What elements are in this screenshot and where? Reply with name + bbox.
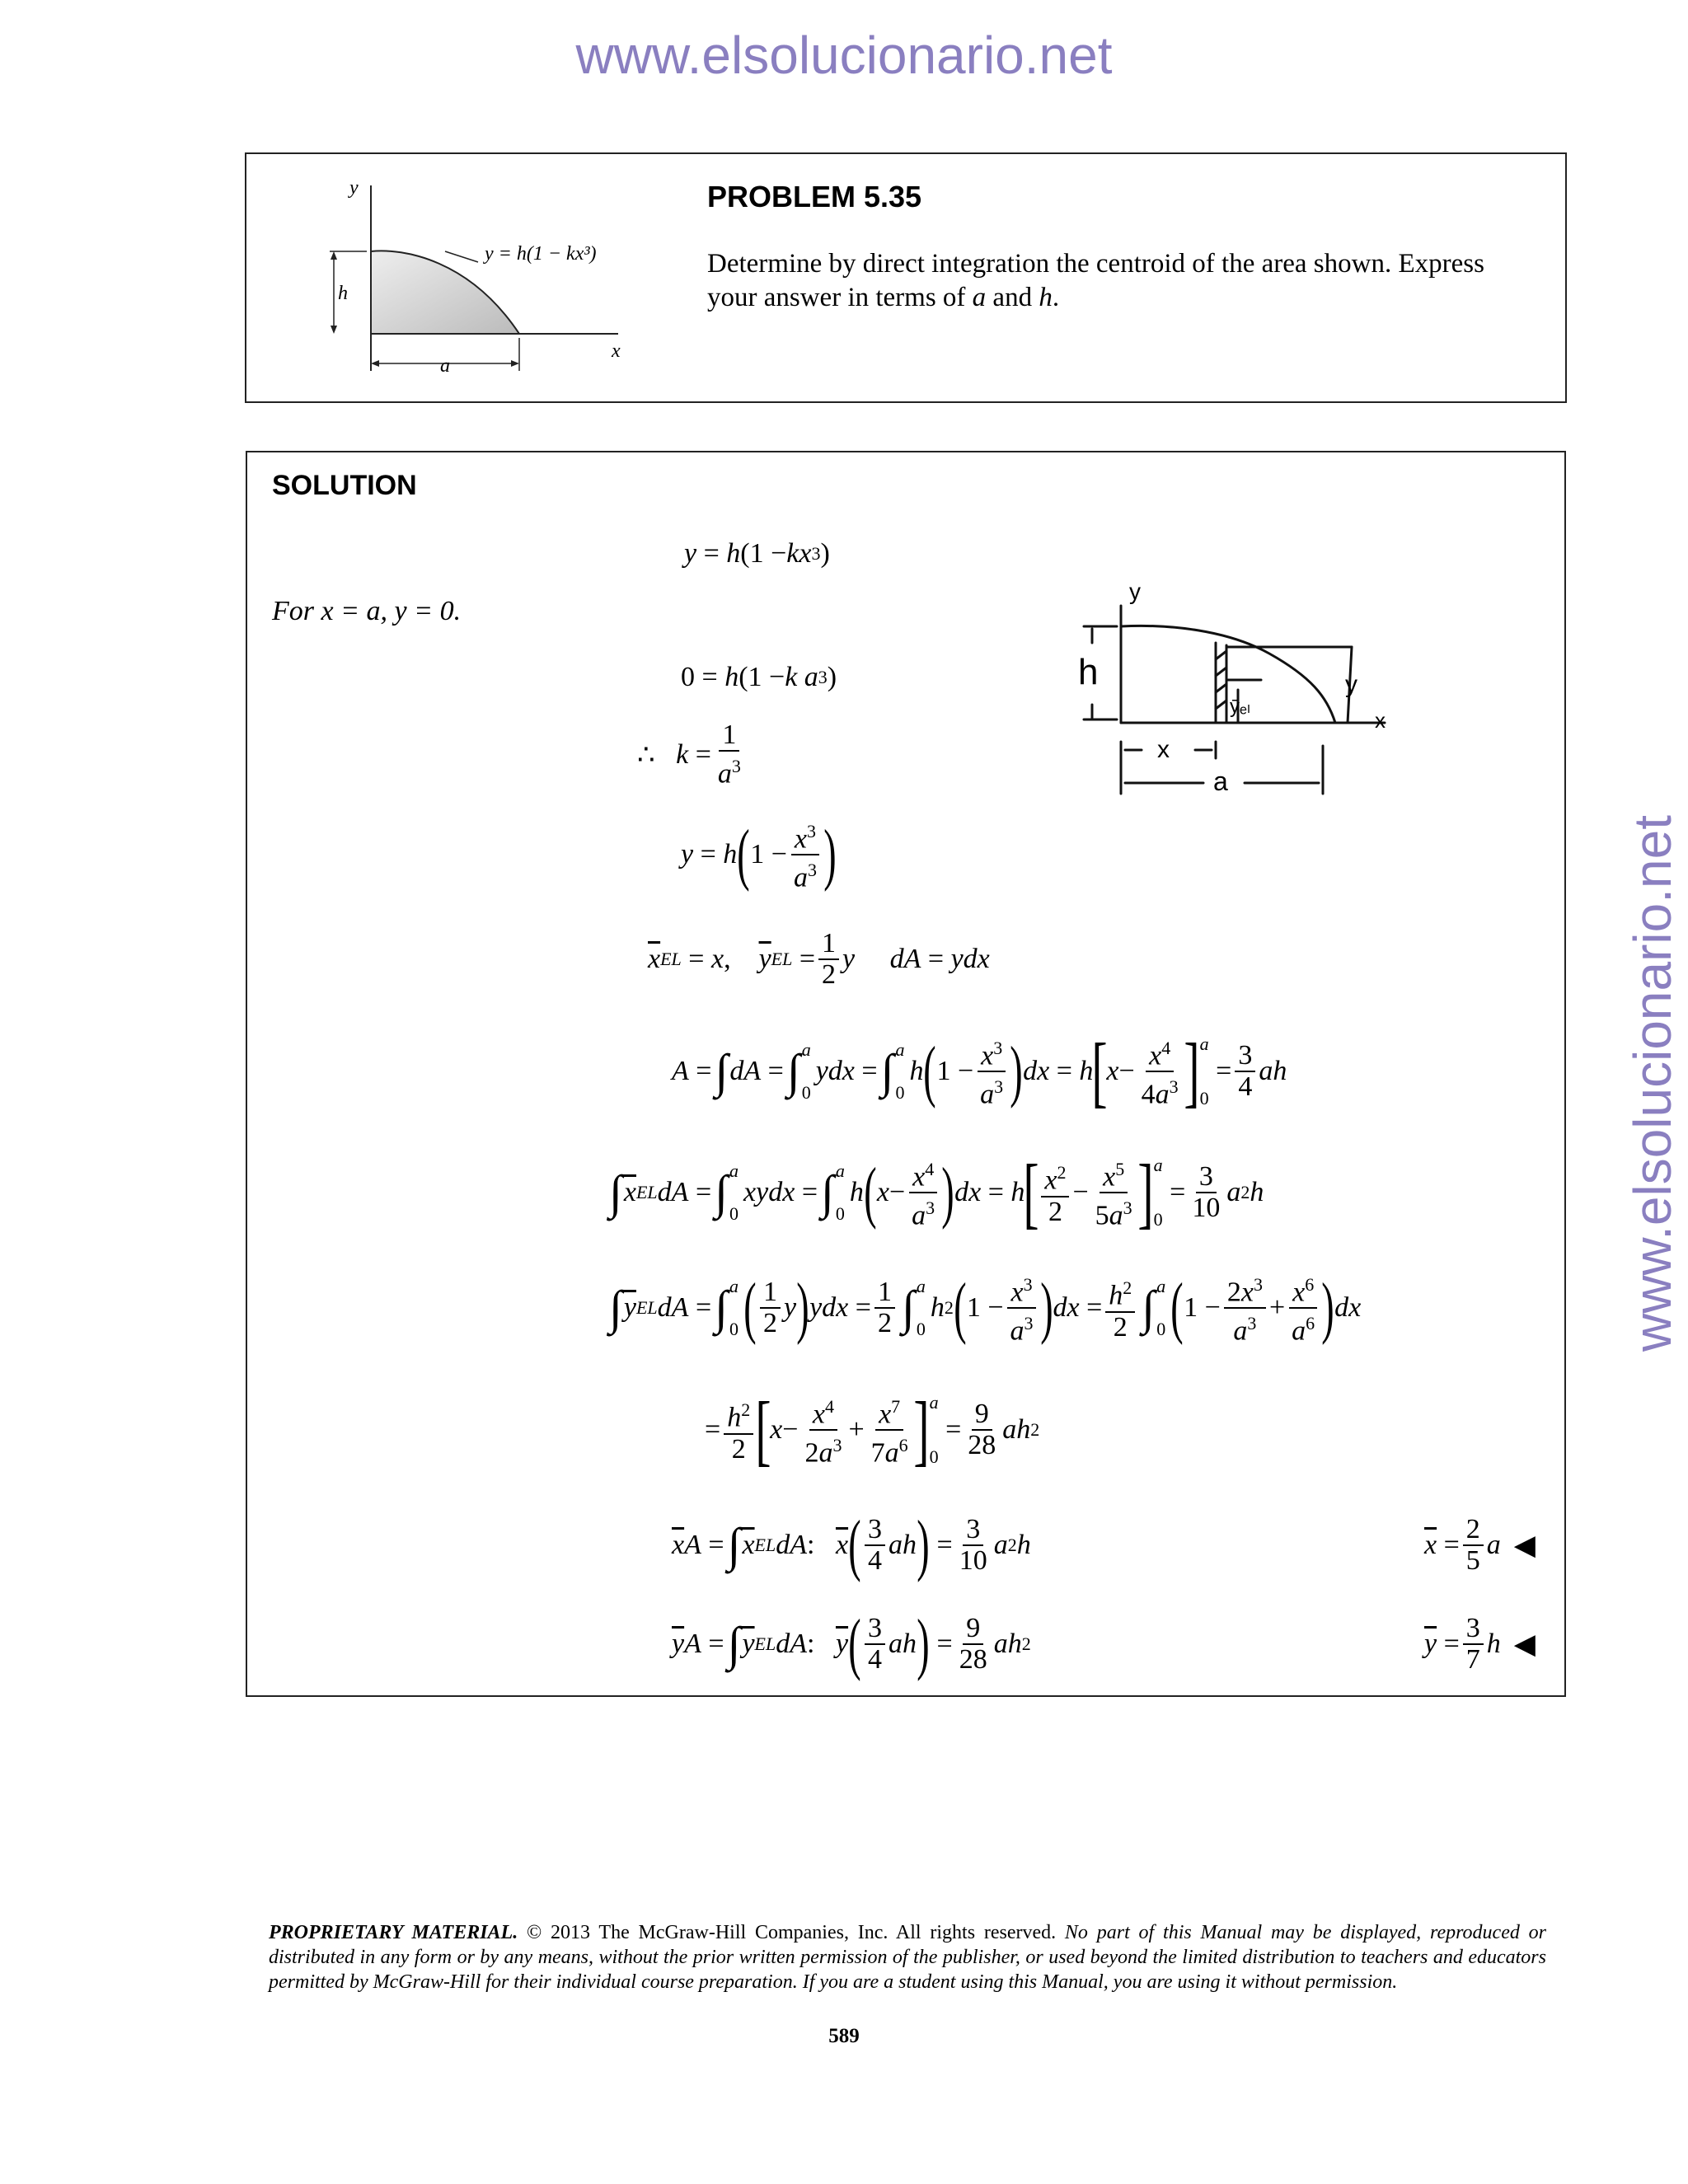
eq-k: ∴ k = $\frac{1}{a^3}$	[637, 719, 741, 790]
sketch-h: h	[1078, 652, 1099, 692]
statement-period: .	[1052, 283, 1060, 312]
fig-x-axis: x	[612, 340, 621, 362]
eq-area: A = ∫ dA = ∫ a 0 ydx = ∫ a 0 h ( 1 − $\frac{x^3}{a^3}$ ) dx = h [ x − $\frac{x^4}{4a^3}$ ] a 0 = $\frac{3}{4}$ ah	[672, 1027, 1287, 1115]
eq-ybar-solve: $\overline{y}$ A = ∫ $\overline{y}$ EL dA : $\overline{y}$ ( $\frac{3}{4}$ ah ) = $\frac{9}{28}$ ah 2	[672, 1605, 1031, 1682]
page-number: 589	[828, 2025, 860, 2047]
answer-xbar: $\overline{x}$ = $\frac{2}{5}$ a ◀	[1424, 1514, 1536, 1576]
statement-and: and	[986, 283, 1039, 312]
side-watermark: www.elsolucionario.net	[1623, 815, 1682, 1352]
footer-copyright: © 2013 The McGraw-Hill Companies, Inc. All rights reserved.	[518, 1922, 1057, 1943]
problem-title: PROBLEM 5.35	[707, 180, 922, 213]
sketch-y: y	[1345, 671, 1357, 698]
for-condition: For x = a, y = 0.	[272, 596, 462, 626]
answer-marker-icon: ◀	[1513, 1629, 1536, 1660]
footer-permission: No part of this Manual may be displayed, reproduced or distributed in any form or by any means, without the prior written permission of the publisher, or used beyond the limited distribution to teachers and educators permitted by McGraw-Hill for their individual course preparation. If you are a student using this Manual, you are using it without permission.	[269, 1922, 1546, 1993]
sketch-x-axis: x	[1375, 708, 1386, 733]
eq-curve: y = h (1 − kx 3 )	[684, 538, 830, 569]
problem-figure	[272, 169, 643, 383]
sketch-yel: ȳₑₗ	[1230, 696, 1250, 718]
eq-boundary: 0 = h (1 − k a 3 )	[681, 662, 837, 692]
sketch-y-axis: y	[1129, 581, 1141, 604]
statement-text: Determine by direct integration the centroid of the area shown. Express your answer in terms of	[707, 249, 1484, 312]
answer-ybar: $\overline{y}$ = $\frac{3}{7}$ h ◀	[1424, 1613, 1536, 1675]
answer-marker-icon: ◀	[1513, 1530, 1536, 1561]
statement-var-h: h	[1039, 283, 1053, 312]
eq-element: $\overline{x}$ EL = x , $\overline{y}$ EL = $\frac{1}{2}$ y dA = ydx	[648, 928, 990, 990]
therefore-symbol: ∴	[637, 740, 655, 771]
fig-a-label: a	[440, 355, 450, 377]
sketch-x: x	[1157, 736, 1170, 763]
fig-y-axis: y	[349, 177, 359, 199]
solution-sketch	[1063, 581, 1409, 804]
eq-first-moment-y: ∫ $\overline{y}$ EL dA = ∫ a 0 ( $\frac{1}{2}$ y ) ydx = $\frac{1}{2}$ ∫ a 0 h 2 ( 1 − $\frac{x^3}{a^3}$ ) dx = $\frac{h^2}{2}$ ∫ a 0 ( 1 − $\frac{2x^3}{a^3}$ + $\frac{x^6}{a^6}$ ) dx	[609, 1269, 1362, 1347]
eq-first-moment-x: ∫ $\overline{x}$ EL dA = ∫ a 0 xydx = ∫ a 0 h ( x − $\frac{x^4}{a^3}$ ) dx = h [ $\frac{x^2}{2}$ − $\frac{x^5}{5a^3}$ ] a 0 = $\frac{3}{10}$ a 2 h	[609, 1148, 1264, 1236]
eq-y-substituted: y = h ( 1 − $\frac{x^3}{a^3}$ )	[681, 816, 837, 893]
footer-notice	[269, 1920, 1546, 1994]
eq-xbar-solve: $\overline{x}$ A = ∫ $\overline{x}$ EL dA : $\overline{x}$ ( $\frac{3}{4}$ ah ) = $\frac{3}{10}$ a 2 h	[672, 1507, 1031, 1583]
sketch-a: a	[1213, 766, 1228, 796]
footer-lead: PROPRIETARY MATERIAL.	[269, 1922, 518, 1943]
solution-title: SOLUTION	[272, 470, 417, 501]
fig-h-label: h	[338, 283, 348, 304]
eq-first-moment-y-result: = $\frac{h^2}{2}$ [ x − $\frac{x^4}{2a^3}$ + $\frac{x^7}{7a^6}$ ] a 0 = $\frac{9}{28}$ ah 2	[705, 1385, 1040, 1474]
fig-curve-label: y = h(1 − kx³)	[485, 243, 597, 265]
problem-statement	[707, 247, 1540, 315]
top-watermark: www.elsolucionario.net	[575, 26, 1113, 85]
statement-var-a: a	[972, 283, 987, 312]
